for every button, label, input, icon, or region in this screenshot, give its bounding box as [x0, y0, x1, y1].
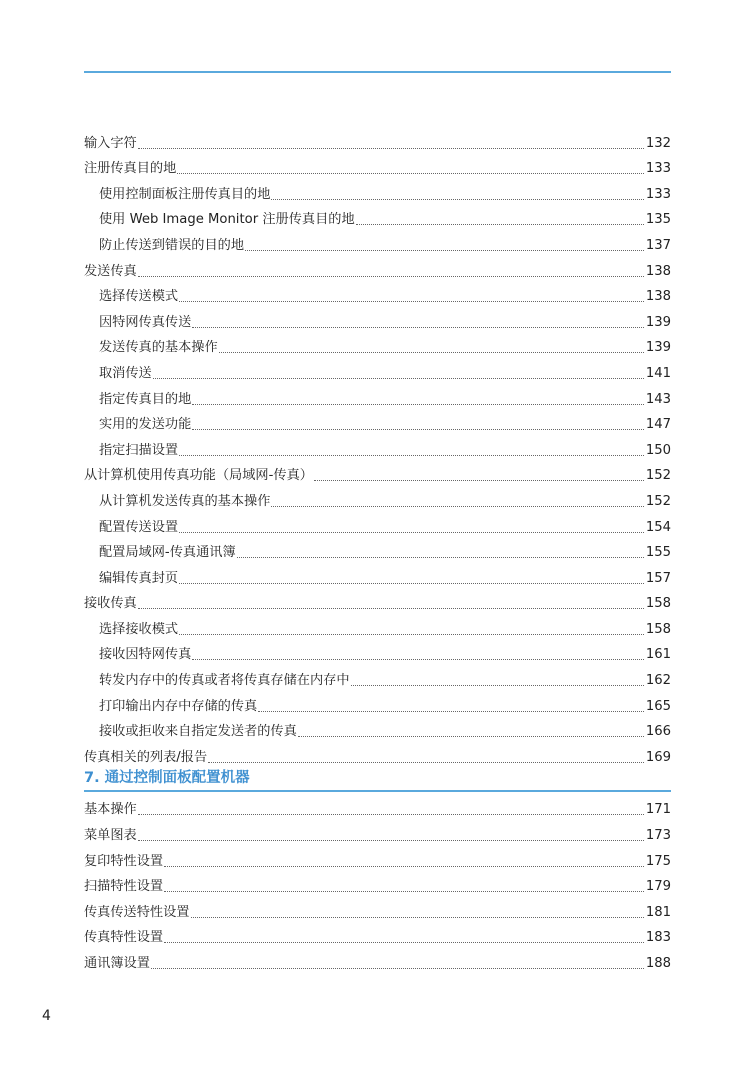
toc-entry[interactable] — [84, 382, 671, 408]
toc-entry[interactable] — [84, 433, 671, 459]
toc-entry-label[interactable]: 扫描特性设置 — [84, 879, 164, 895]
toc-entry-label[interactable]: 配置传送设置 — [99, 519, 179, 535]
toc-entry-page[interactable]: 138 — [645, 289, 671, 305]
toc-entry[interactable] — [84, 459, 671, 485]
toc-entry-label[interactable]: 菜单图表 — [84, 828, 137, 844]
toc-entry-label[interactable]: 选择接收模式 — [99, 621, 179, 637]
toc-entry-page[interactable]: 137 — [645, 237, 671, 253]
toc-entry-page[interactable]: 152 — [645, 468, 671, 484]
toc-entry[interactable] — [84, 740, 671, 766]
toc-entry-page[interactable]: 158 — [645, 596, 671, 612]
toc-entry-page[interactable]: 141 — [645, 365, 671, 381]
toc-entry[interactable] — [84, 203, 671, 229]
toc-entry-page[interactable]: 133 — [645, 161, 671, 177]
toc-entry-page[interactable]: 133 — [645, 186, 671, 202]
toc-entry-label[interactable]: 配置局域网-传真通讯簿 — [99, 545, 236, 561]
toc-dot-leader — [208, 761, 644, 763]
toc-entry-page[interactable]: 150 — [645, 442, 671, 458]
toc-dot-leader — [237, 556, 644, 558]
toc-entry[interactable] — [84, 228, 671, 254]
toc-entry-page[interactable]: 183 — [645, 930, 671, 946]
toc-entry-page[interactable]: 169 — [645, 749, 671, 765]
toc-entry-page[interactable]: 157 — [645, 570, 671, 586]
toc-entry-label[interactable]: 取消传送 — [99, 365, 152, 381]
toc-dot-leader — [138, 607, 644, 609]
toc-entry-page[interactable]: 158 — [645, 621, 671, 637]
toc-entry[interactable] — [84, 844, 671, 870]
toc-dot-leader — [179, 531, 644, 533]
toc-entry[interactable] — [84, 254, 671, 280]
toc-entry[interactable] — [84, 356, 671, 382]
toc-entry-label[interactable]: 因特网传真传送 — [99, 314, 192, 330]
toc-dot-leader — [351, 684, 644, 686]
toc-entry-page[interactable]: 147 — [645, 417, 671, 433]
toc-entry-label[interactable]: 输入字符 — [84, 135, 137, 151]
toc-entry[interactable] — [84, 638, 671, 664]
toc-entry[interactable] — [84, 895, 671, 921]
toc-entry-label[interactable]: 转发内存中的传真或者将传真存储在内存中 — [99, 673, 350, 689]
toc-dot-leader — [138, 147, 644, 149]
toc-entry-label[interactable]: 接收或拒收来自指定发送者的传真 — [99, 724, 297, 740]
toc-dot-leader — [271, 505, 643, 507]
toc-entry-page[interactable]: 173 — [645, 828, 671, 844]
toc-dot-leader — [192, 326, 644, 328]
toc-entry-label[interactable]: 接收传真 — [84, 596, 137, 612]
toc-dot-leader — [356, 223, 644, 225]
chapter-heading[interactable] — [84, 766, 671, 792]
toc-entry-label[interactable]: 防止传送到错误的目的地 — [99, 237, 245, 253]
toc-dot-leader — [179, 454, 644, 456]
table-of-contents — [84, 126, 671, 972]
toc-entry[interactable] — [84, 280, 671, 306]
toc-dot-leader — [245, 249, 644, 251]
toc-entry-page[interactable]: 139 — [645, 340, 671, 356]
toc-entry[interactable] — [84, 177, 671, 203]
toc-entry-page[interactable]: 171 — [645, 802, 671, 818]
toc-dot-leader — [192, 403, 644, 405]
toc-entry[interactable] — [84, 818, 671, 844]
page-number: 4 — [42, 1008, 51, 1024]
toc-entry[interactable] — [84, 408, 671, 434]
toc-entry[interactable] — [84, 612, 671, 638]
toc-entry[interactable] — [84, 510, 671, 536]
toc-entry-page[interactable]: 138 — [645, 263, 671, 279]
toc-entry-label[interactable]: 编辑传真封页 — [99, 570, 179, 586]
toc-dot-leader — [271, 198, 643, 200]
toc-entry[interactable] — [84, 689, 671, 715]
toc-entry-label[interactable]: 指定传真目的地 — [99, 391, 192, 407]
toc-entry[interactable] — [84, 484, 671, 510]
toc-entry-page[interactable]: 139 — [645, 314, 671, 330]
toc-dot-leader — [179, 300, 644, 302]
toc-entry-page[interactable]: 166 — [645, 724, 671, 740]
toc-entry[interactable] — [84, 331, 671, 357]
toc-dot-leader — [192, 428, 644, 430]
toc-entry-page[interactable]: 143 — [645, 391, 671, 407]
toc-entry[interactable] — [84, 921, 671, 947]
toc-entry[interactable] — [84, 870, 671, 896]
toc-dot-leader — [219, 351, 644, 353]
toc-entry-page[interactable]: 155 — [645, 545, 671, 561]
toc-entry[interactable] — [84, 587, 671, 613]
toc-entry-label[interactable]: 传真相关的列表/报告 — [84, 749, 208, 765]
toc-dot-leader — [164, 890, 644, 892]
toc-entry[interactable] — [84, 126, 671, 152]
toc-entry-page[interactable]: 188 — [645, 956, 671, 971]
toc-entry-label[interactable]: 从计算机发送传真的基本操作 — [99, 493, 271, 509]
toc-entry-label[interactable]: 复印特性设置 — [84, 853, 164, 869]
toc-entry[interactable] — [84, 946, 671, 972]
toc-entry-page[interactable]: 161 — [645, 647, 671, 663]
toc-entry-label[interactable]: 发送传真 — [84, 263, 137, 279]
toc-entry-label[interactable]: 使用 Web Image Monitor 注册传真目的地 — [99, 212, 355, 228]
toc-dot-leader — [138, 839, 644, 841]
toc-entry-page[interactable]: 165 — [645, 698, 671, 714]
toc-entry-label[interactable]: 接收因特网传真 — [99, 647, 192, 663]
toc-entry[interactable] — [84, 715, 671, 741]
toc-section-7-entries — [84, 793, 671, 972]
toc-entry-page[interactable]: 162 — [645, 673, 671, 689]
toc-dot-leader — [179, 633, 644, 635]
toc-entry-page[interactable]: 152 — [645, 493, 671, 509]
toc-entry-label[interactable]: 实用的发送功能 — [99, 417, 192, 433]
toc-entry[interactable] — [84, 793, 671, 819]
chapter-title[interactable]: 7. 通过控制面板配置机器 — [84, 769, 250, 786]
toc-entry[interactable] — [84, 663, 671, 689]
toc-entry-label[interactable]: 传真传送特性设置 — [84, 904, 190, 920]
toc-dot-leader — [177, 172, 644, 174]
toc-entry-label[interactable]: 基本操作 — [84, 802, 137, 818]
toc-dot-leader — [314, 479, 644, 481]
toc-dot-leader — [258, 710, 644, 712]
toc-entry-label[interactable]: 选择传送模式 — [99, 289, 179, 305]
toc-entry-label[interactable]: 从计算机使用传真功能（局域网-传真） — [84, 468, 313, 484]
toc-entry[interactable] — [84, 152, 671, 178]
toc-entry-label[interactable]: 使用控制面板注册传真目的地 — [99, 186, 271, 202]
toc-entry-label[interactable]: 传真特性设置 — [84, 930, 164, 946]
toc-dot-leader — [179, 582, 644, 584]
toc-dot-leader — [164, 865, 644, 867]
toc-dot-leader — [138, 275, 644, 277]
toc-section-6-entries — [84, 126, 671, 766]
toc-entry[interactable] — [84, 536, 671, 562]
toc-entry-label[interactable]: 指定扫描设置 — [99, 442, 179, 458]
toc-entry-page[interactable]: 135 — [645, 212, 671, 228]
toc-entry-page[interactable]: 154 — [645, 519, 671, 535]
toc-dot-leader — [153, 377, 644, 379]
toc-entry-page[interactable]: 175 — [645, 853, 671, 869]
toc-dot-leader — [151, 967, 644, 969]
toc-dot-leader — [138, 813, 644, 815]
toc-entry-page[interactable]: 132 — [645, 135, 671, 151]
toc-dot-leader — [192, 658, 644, 660]
toc-entry-label[interactable]: 发送传真的基本操作 — [99, 340, 218, 356]
toc-entry[interactable] — [84, 561, 671, 587]
toc-dot-leader — [298, 735, 644, 737]
toc-entry-label[interactable]: 打印输出内存中存储的传真 — [99, 698, 258, 714]
toc-entry-page[interactable]: 181 — [645, 904, 671, 920]
toc-entry-page[interactable]: 179 — [645, 879, 671, 895]
header-rule — [84, 71, 671, 73]
toc-dot-leader — [164, 941, 644, 943]
toc-entry-label[interactable]: 通讯簿设置 — [84, 956, 150, 971]
toc-entry[interactable] — [84, 305, 671, 331]
toc-entry-label[interactable]: 注册传真目的地 — [84, 161, 177, 177]
toc-dot-leader — [191, 916, 644, 918]
chapter-rule — [84, 790, 671, 792]
